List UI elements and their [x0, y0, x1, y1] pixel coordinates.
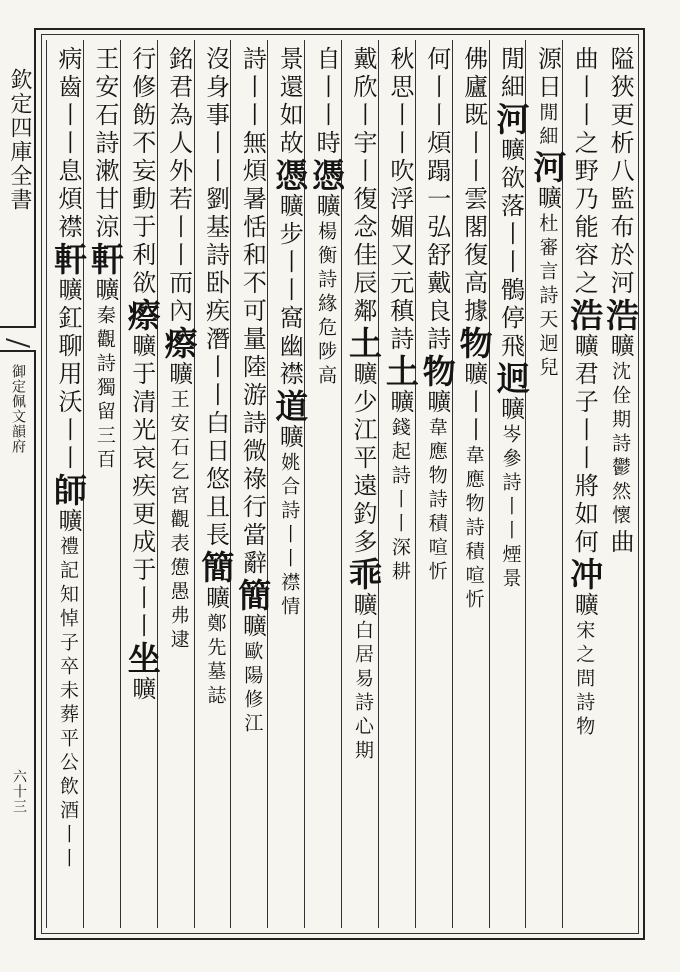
text-column: [341, 40, 383, 928]
headword: 土: [380, 354, 420, 389]
fold-margin: [0, 34, 36, 934]
text-column: [83, 40, 125, 928]
text-segment: 姚合詩丨丨襟情: [278, 452, 301, 620]
column-text: [85, 46, 125, 473]
text-column: [452, 40, 494, 928]
headword: 瘵: [122, 298, 162, 333]
column-text: [380, 46, 420, 585]
headword: 軒: [49, 242, 88, 277]
headword: 迥: [491, 361, 531, 396]
text-segment: 曠: [275, 424, 304, 452]
text-segment: 宋之問詩物: [573, 620, 596, 740]
column-text: [565, 46, 605, 740]
headword: 憑: [270, 158, 310, 193]
text-column: [489, 40, 531, 928]
text-segment: 曲: [606, 529, 635, 557]
column-text: [196, 46, 236, 709]
text-segment: 曠: [164, 361, 193, 389]
page-number: 六十三: [11, 769, 27, 814]
headword: 物: [454, 326, 494, 361]
text-segment: 鄭先墓誌: [204, 613, 227, 709]
fish-tail-mark: [0, 326, 36, 352]
text-segment: 曠: [90, 277, 119, 305]
text-column: [525, 40, 568, 928]
text-segment: 歐陽修江: [241, 641, 264, 737]
text-segment: 戴欣丨宇丨復念佳辰鄰: [349, 46, 377, 326]
column-text: [159, 46, 199, 653]
headword: 冲: [565, 557, 605, 592]
text-segment: 曠: [349, 592, 377, 620]
text-segment: 曠: [385, 389, 414, 417]
column-text: [233, 46, 273, 737]
text-segment: 曠: [54, 508, 82, 536]
text-segment: 隘狹更析八監布於河: [606, 46, 635, 298]
text-segment: 曠: [570, 592, 599, 620]
text-segment: 曠: [312, 193, 341, 221]
text-segment: 杜審言詩天迥兒: [536, 213, 559, 381]
text-segment: 曠丨丨: [459, 361, 488, 445]
headword: 軒: [85, 242, 125, 277]
text-segment: 曠釭聊用沃丨丨: [54, 277, 82, 473]
headword: 浩: [601, 298, 641, 333]
text-segment: 王安石乞宮觀表憊愚弗逮: [167, 389, 190, 653]
column-text: [270, 46, 310, 620]
text-columns: [46, 40, 641, 928]
text-segment: 曠: [201, 585, 230, 613]
text-column: [120, 40, 162, 928]
text-column: [562, 40, 605, 928]
text-segment: 曲丨丨之野乃能容之: [570, 46, 599, 298]
text-segment: 曠: [606, 333, 635, 361]
text-segment: 詩丨丨無煩暑恬和不可量陸游詩微祿行當辭: [238, 46, 267, 578]
text-segment: 禮記知悼子卒未葬平公飲酒丨丨: [57, 536, 79, 872]
text-segment: 曠少江平遠釣多: [349, 361, 377, 557]
column-text: [417, 46, 457, 585]
headword: 乖: [344, 557, 383, 592]
text-segment: 閒細: [496, 46, 525, 102]
text-column: [267, 40, 310, 928]
column-text: [122, 46, 162, 704]
text-segment: 岑參詩丨丨煙景: [499, 424, 522, 592]
text-segment: 曠步丨丨窩幽襟: [275, 193, 304, 389]
headword: 師: [49, 473, 88, 508]
text-segment: 自丨丨時: [312, 46, 341, 158]
text-segment: 白居易詩心期: [352, 620, 374, 764]
headword: 土: [344, 326, 383, 361]
headword: 道: [270, 389, 310, 424]
column-text: [49, 46, 88, 872]
headword: 河: [528, 150, 568, 185]
text-column: [304, 40, 347, 928]
text-segment: 曠: [533, 185, 562, 213]
text-segment: 曠: [496, 396, 525, 424]
headword: 坐: [122, 641, 162, 676]
text-segment: 楊衡詩緣危陟高: [315, 221, 338, 389]
text-segment: 王安石詩漱甘涼: [90, 46, 119, 242]
headword: 簡: [196, 550, 236, 585]
text-column: [46, 40, 88, 928]
headword: 瘵: [159, 326, 199, 361]
column-text: [454, 46, 494, 613]
text-segment: 銘君為人外若丨丨而內: [164, 46, 193, 326]
text-segment: 沈佺期詩鬱然懷: [609, 361, 632, 529]
text-segment: 秦觀詩獨留三百: [93, 305, 116, 473]
text-segment: 佛廬既丨丨雲閣復高據: [459, 46, 488, 326]
text-column: [230, 40, 273, 928]
text-segment: 景還如故: [275, 46, 304, 158]
column-text: [491, 46, 531, 592]
text-segment: 病齒丨丨息煩襟: [54, 46, 82, 242]
headword: 浩: [565, 298, 605, 333]
column-text: [344, 46, 383, 764]
text-column: [378, 40, 420, 928]
column-text: [601, 46, 641, 557]
text-segment: 曠欲落丨丨鶻停飛: [496, 137, 525, 361]
column-text: [307, 46, 347, 389]
text-segment: 韋應物詩積喧忻: [462, 445, 485, 613]
text-segment: 曠: [127, 676, 156, 704]
text-segment: 曠: [238, 613, 267, 641]
margin-title: 欽定四庫全書: [7, 68, 32, 212]
text-segment: 閒細: [536, 102, 559, 150]
text-segment: 曠于清光哀疾更成于丨丨: [127, 333, 156, 641]
column-text: [528, 46, 568, 381]
text-column: [415, 40, 457, 928]
text-segment: 沒身事丨丨劉基詩卧疾潛丨丨白日悠且長: [201, 46, 230, 550]
text-column: [599, 40, 641, 928]
headword: 河: [491, 102, 531, 137]
headword: 物: [417, 354, 457, 389]
text-segment: 曠: [422, 389, 451, 417]
text-segment: 行修飭不妄動于利欲: [127, 46, 156, 298]
text-segment: 曠君子丨丨將如何: [570, 333, 599, 557]
text-column: [194, 40, 236, 928]
text-segment: 秋思丨丨吹浮媚又元稹詩: [385, 46, 414, 354]
text-segment: 何丨丨煩蹋一弘舒戴良詩: [422, 46, 451, 354]
headword: 簡: [233, 578, 273, 613]
text-segment: 韋應物詩積喧忻: [425, 417, 448, 585]
text-segment: 錢起詩丨丨深耕: [388, 417, 411, 585]
text-column: [157, 40, 199, 928]
text-segment: 源日: [533, 46, 562, 102]
headword: 憑: [307, 158, 347, 193]
margin-subtitle: 御定佩文韻府: [10, 364, 26, 454]
